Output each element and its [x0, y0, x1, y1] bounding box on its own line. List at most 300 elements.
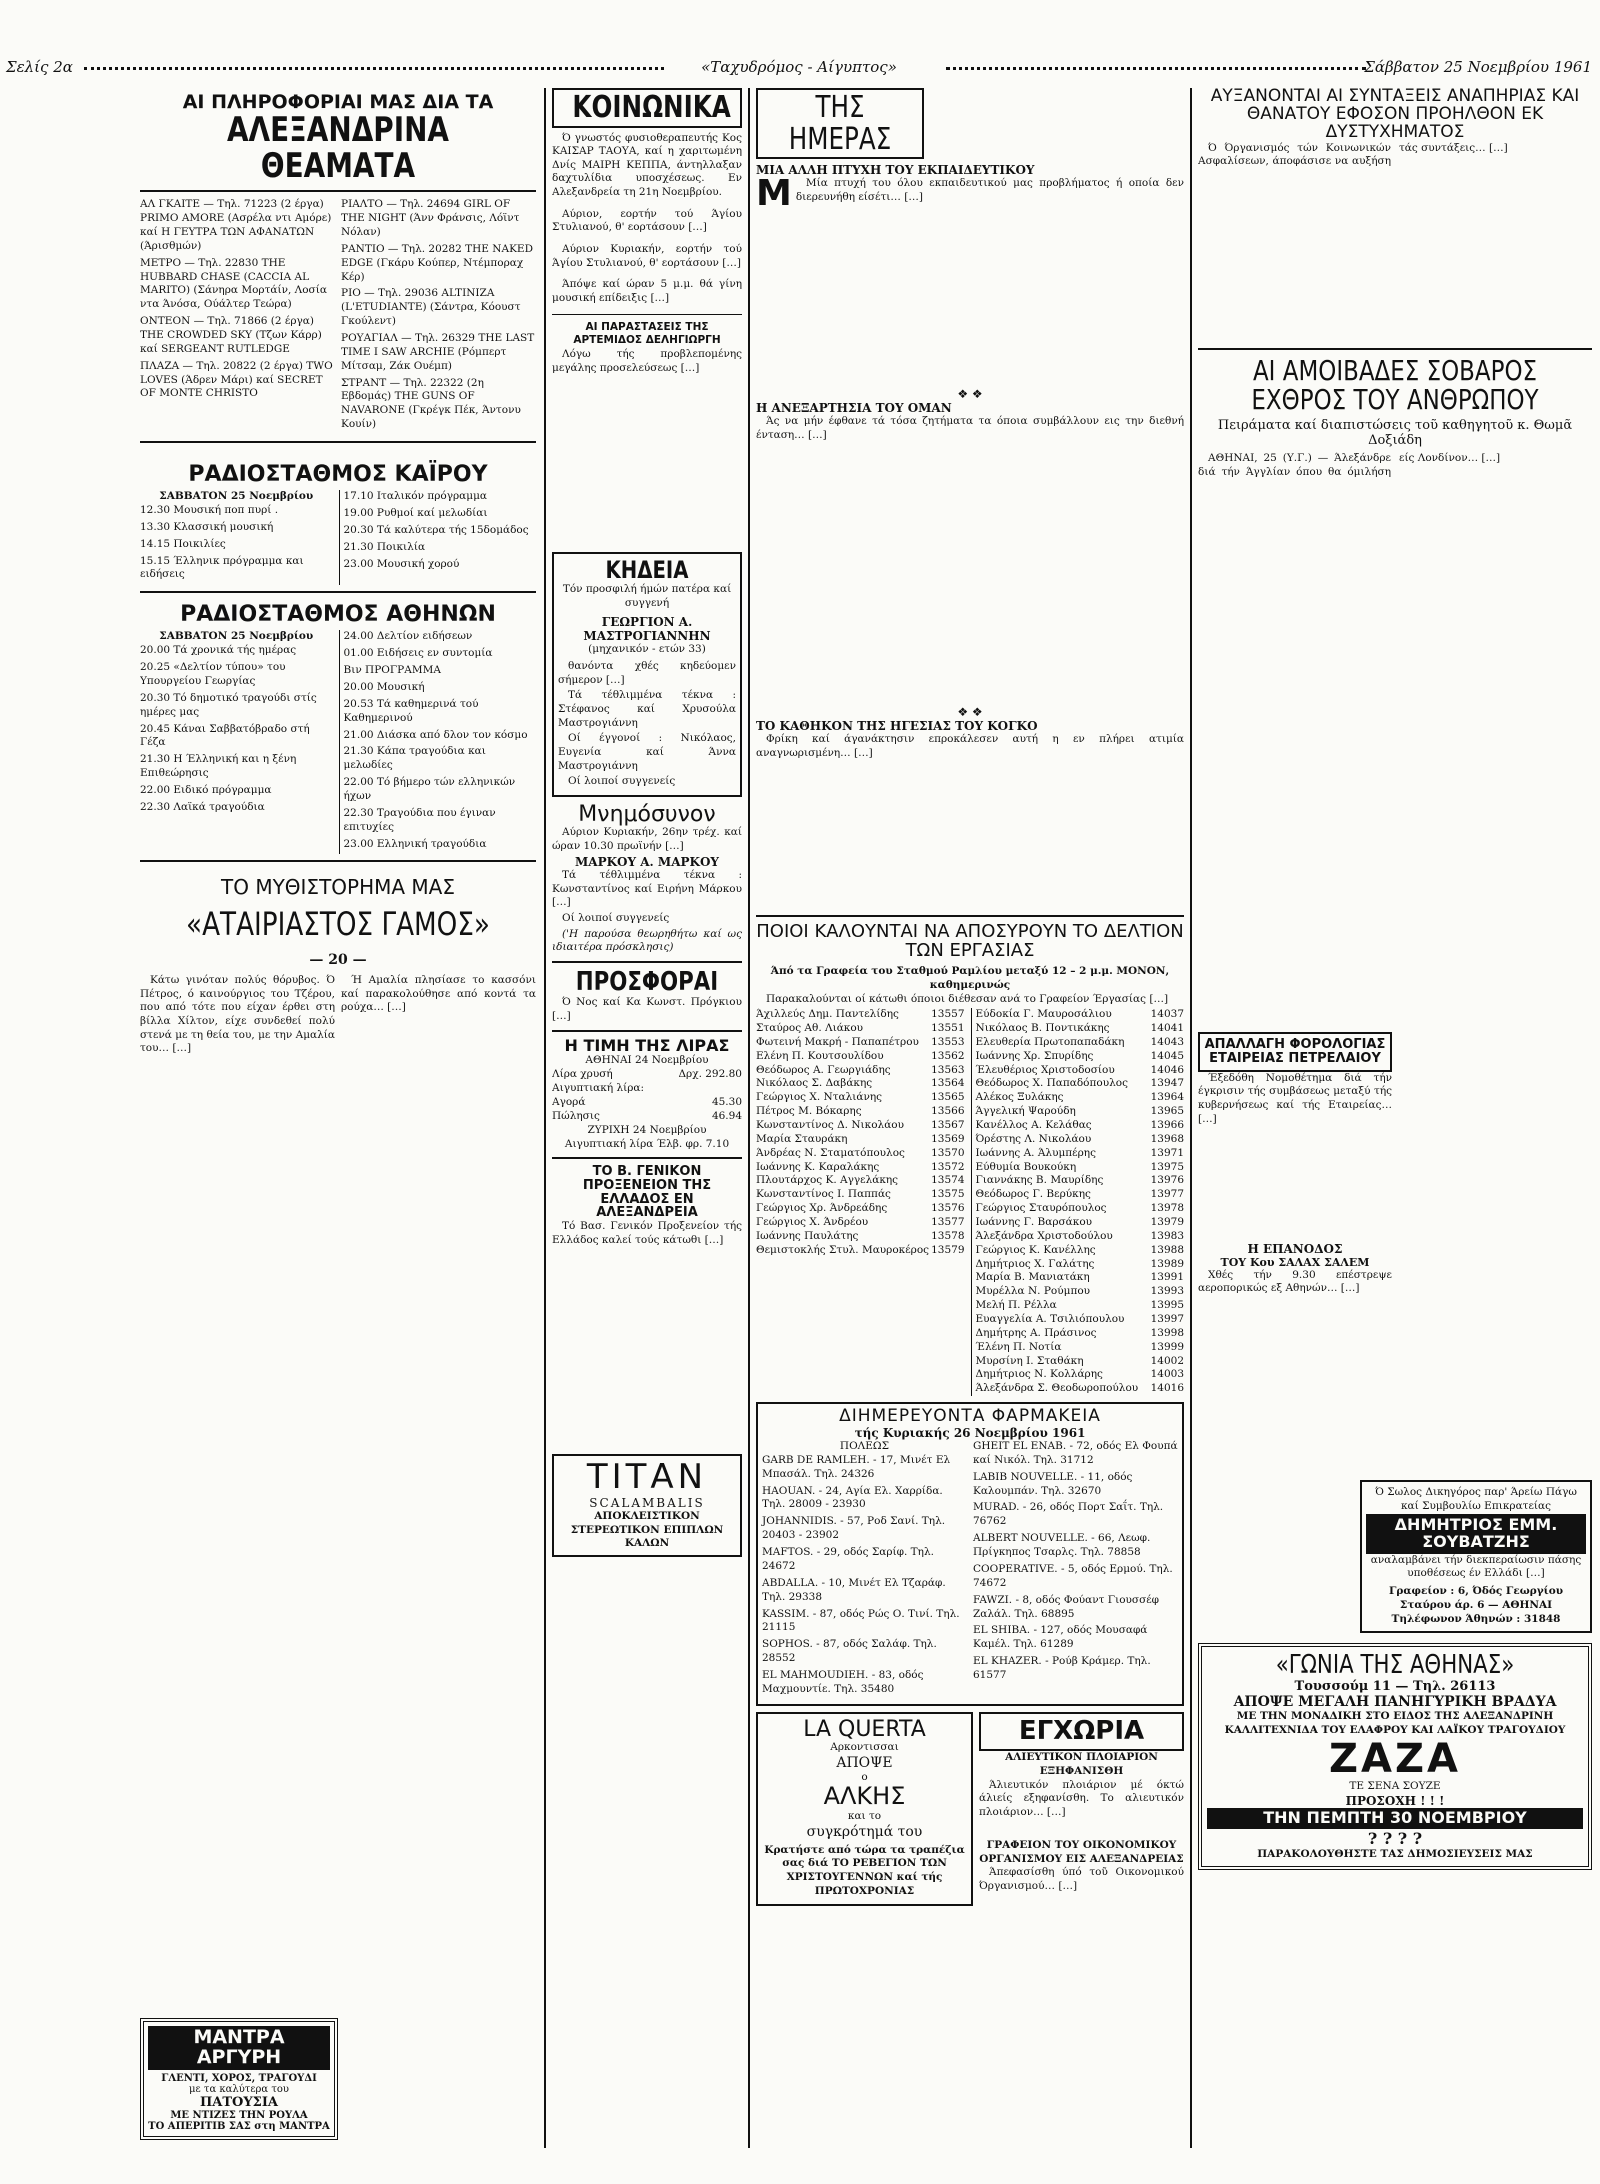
labor-name-value: 13563: [931, 1063, 965, 1076]
local-news-subtitle-2: ΓΡΑΦΕΙΟΝ ΤΟΥ ΟΙΚΟΝΟΜΙΚΟΥ ΟΡΓΑΝΙΣΜΟΥ ΕΙΣ ΑΛΕΞΑΝΔΡΕΙΑΣ: [979, 1838, 1184, 1865]
labor-name: [756, 1008, 965, 1022]
labor-call-list-left: [756, 1008, 965, 1396]
labor-name: [756, 1077, 965, 1091]
lawyer-name: ΔΗΜΗΤΡΙΟΣ ΕΜΜ. ΣΟΥΒΑΤΖΗΣ: [1366, 1514, 1586, 1554]
querta-ad: [756, 1712, 973, 1907]
labor-name-label: Ελένη Π. Κουτσουλίδου: [756, 1049, 884, 1062]
pharmacy-entry: MURAD. - 26, οδός Πορτ Σαΐτ. Τηλ. 76762: [973, 1501, 1164, 1528]
titan-brand: SCALAMBALIS: [589, 1495, 705, 1510]
querta-performer: ΑΛΚΗΣ: [823, 1782, 906, 1811]
mantra-title: ΜΑΝΤΡΑ ΑΡΓΥΡΗ: [148, 2026, 330, 2070]
labor-name-value: 13993: [1150, 1285, 1184, 1298]
labor-name: [976, 1368, 1185, 1382]
labor-name-value: 13575: [931, 1188, 965, 1201]
labor-name: [976, 1258, 1185, 1272]
amoeba-text-continued: [1398, 1032, 1592, 1472]
mantra-line-3: ΠΑΤΟΥΣΙΑ: [200, 2094, 278, 2110]
labor-name: [756, 1174, 965, 1188]
offers-text: Ό Νος καί Κα Κωνστ. Πρόγκιου […]: [552, 996, 742, 1022]
labor-name: [756, 1133, 965, 1147]
labor-name-label: Ευαγγελία Α. Τσιλιόπουλου: [975, 1313, 1125, 1326]
labor-name-label: Ιωάννης Παυλάτης: [756, 1229, 859, 1242]
labor-name-label: Μαρία Σταυράκη: [756, 1132, 848, 1145]
labor-name-value: 13947: [1150, 1077, 1184, 1090]
labor-name-label: Άγγελική Ψαρούδη: [975, 1105, 1076, 1118]
labor-name: [976, 1216, 1185, 1230]
radio-entry: 22.30 Λαϊκά τραγούδια: [140, 800, 265, 813]
labor-name: [976, 1313, 1185, 1327]
labor-name-label: Κωνσταντίνος Ι. Παππάς: [756, 1188, 891, 1201]
pharmacy-entry: SOPHOS. - 87, οδός Σαλάφ. Τηλ. 28552: [762, 1638, 937, 1665]
lira-athens: ΑΘΗΝΑΙ 24 Νοεμβρίου: [585, 1054, 709, 1067]
labor-name-label: Ιωάννης Κ. Καραλάκης: [756, 1160, 880, 1173]
labor-name: [976, 1147, 1185, 1161]
labor-name-label: Γεώργιος Σταυρόπουλος: [975, 1202, 1107, 1215]
radio-entry: 20.30 Τό δημοτικό τραγούδι στίς ημέρες μας: [140, 691, 317, 718]
pharmacy-entry: COOPERATIVE. - 5, οδός Ερμού. Τηλ. 74672: [973, 1562, 1173, 1589]
lira-rate-label: Αιγυπτιακή λίρα:: [552, 1082, 645, 1095]
labor-name-value: 13983: [1150, 1229, 1184, 1242]
cinema-list-left: [140, 198, 335, 435]
labor-name-label: Ιωάννης Χρ. Σπυρίδης: [975, 1049, 1094, 1062]
labor-name-label: Θεόδωρος Χ. Παπαδόπουλος: [975, 1077, 1128, 1090]
column-rule: [1190, 88, 1192, 2148]
local-news-subtitle: ΑΛΙΕΥΤΙΚΟΝ ΠΛΟΙΑΡΙΟΝ ΕΞΗΦΑΝΙΣΘΗ: [1005, 1750, 1158, 1777]
labor-call-subtitle: Άπό τα Γραφεία του Σταθμού Ραμλίου μεταξύ 12 – 2 μ.μ. ΜΟΝΟΝ, καθημερινώς: [770, 964, 1170, 991]
radio-entry: 13.30 Κλασσική μουσική: [140, 520, 274, 533]
amoeba-title-1: ΑΙ ΑΜΟΙΒΑΔΕΣ ΣΟΒΑΡΟΣ: [1252, 353, 1538, 387]
return-title-1: Η ΕΠΑΝΟΔΟΣ: [1247, 1241, 1343, 1256]
amoeba-subtitle: Πειράματα καί διαπιστώσεις τοῦ καθηγητοῦ κ. Θωμᾶ Δοξιάδη: [1217, 418, 1573, 449]
cinema-entry: ΠΛΑΖΑ — Τηλ. 20822 (2 έργα) TWO LOVES (Άδρεν Μάρι) καί SECRET OF MONTE CHRISTO: [140, 359, 333, 400]
labor-name: [976, 1077, 1185, 1091]
mantra-line-1: ΓΛΕΝΤΙ, ΧΟΡΟΣ, ΤΡΑΓΟΥΔΙ: [161, 2072, 317, 2084]
radio-entry: 21.30 Κάπα τραγούδια και μελωδίες: [343, 745, 486, 772]
labor-call-text: Παρακαλούνται οί κάτωθι όποιοι διέθεσαν ανά το Γραφείον Έργασίας […]: [766, 992, 1169, 1005]
consulate-text: Τό Βασ. Γενικόν Προξενείον τής Ελλάδος καλεί τούς κάτωθι […]: [552, 1219, 742, 1246]
labor-name-label: Θεόδωρος Γ. Βερύκης: [975, 1188, 1091, 1201]
lira-zurich: ΖΥΡΙΧΗ 24 Νοεμβρίου: [587, 1123, 707, 1136]
labor-name: [976, 1271, 1185, 1285]
cinema-entry: ΡΙΟ — Τηλ. 29036 ALTINIZA (L'ETUDIANTE) (Σάντρα, Κόουστ Γκούλεντ): [341, 287, 521, 328]
labor-name-label: Ελευθερία Πρωτοπαπαδάκη: [975, 1035, 1125, 1048]
oil-tax-title: ΑΠΑΛΛΑΓΗ ΦΟΡΟΛΟΓΙΑΣ ΕΤΑΙΡΕΙΑΣ ΠΕΤΡΕΛΑΙΟΥ: [1198, 1032, 1392, 1071]
pharmacy-entry: LABIB NOUVELLE. - 11, οδός Καλουμπάν. Τηλ. 32670: [973, 1470, 1133, 1497]
cinema-entry: ΡΙΑΛΤΟ — Τηλ. 24694 GIRL OF THE NIGHT (Άνν Φράνσις, Λόϊντ Νόλαν): [341, 198, 520, 238]
labor-name: [756, 1202, 965, 1216]
social-item: Αύριον Κυριακήν, εορτήν τού Άγίου Στυλιανού, θ' εορτάσουν […]: [552, 242, 742, 269]
gonia-star: ΖΑΖΑ: [1329, 1735, 1461, 1782]
pharmacies-city-label: ΠΟΛΕΩΣ: [839, 1440, 890, 1453]
pharmacy-entry: MAFTOS. - 29, οδός Σαρίφ. Τηλ. 24672: [762, 1546, 934, 1572]
cinema-entry: ΡΑΝΤΙΟ — Τηλ. 20282 THE NAKED EDGE (Γκάρυ Κούπερ, Ντέμποραχ Κέρ): [341, 242, 533, 283]
labor-name-value: 13578: [931, 1229, 965, 1242]
labor-name: [756, 1105, 965, 1119]
labor-call-lists: [756, 1008, 1184, 1396]
labor-name: [976, 1161, 1185, 1175]
labor-name: [976, 1244, 1185, 1258]
local-news: [979, 1712, 1184, 1907]
labor-name-value: 13564: [931, 1077, 965, 1090]
page-number: Σελίς 2α: [6, 58, 73, 76]
labor-name-value: 14037: [1150, 1008, 1184, 1021]
labor-name: [756, 1022, 965, 1036]
labor-name: [756, 1119, 965, 1133]
radio-entry: 14.15 Ποικιλίες: [140, 537, 226, 550]
local-news-text: Άλιευτικόν πλοιάριον μέ όκτώ άλιείς εξηφανίσθη. Το αλιευτικόν πλοιάριον… […]: [979, 1778, 1184, 1818]
column-3: ΤΗΣ ΗΜΕΡΑΣ ΜΙΑ ΑΛΛΗ ΠΤΥΧΗ ΤΟΥ ΕΚΠΑΙΔΕΥΤΙΚΟΥ Μ Μία πτυχή του όλου εκπαιδευτικού μας προβλήματος ή οποία δεν διερευνήθη είσέτι… […] ❖ ❖ Η ΑΝΕΞΑΡΤΗΣΙΑ ΤΟΥ ΟΜΑΝ Άς να μήν έφθανε τά τόσα ζητήματα τα όποια συμβάλλουν εις την διεθνή ένταση… […] ❖ ❖ ΤΟ ΚΑΘΗΚΟΝ ΤΗΣ ΗΓΕΣΙΑΣ ΤΟΥ ΚΟΓΚΟ Φρίκη καί άγανάκτησιν επροκάλεσεν αυτή η εν πλήρει ατιμία αναγνωρισμένη… […] ΠΟΙΟΙ ΚΑΛΟΥΝΤΑΙ ΝΑ ΑΠΟΣΥΡΟΥΝ ΤΟ ΔΕΛΤΙΟΝ ΤΩΝ ΕΡΓΑΣΙΑΣ Άπό τα Γραφεία του Σταθμού Ραμλίου μεταξύ 12 – 2 μ.μ. ΜΟΝΟΝ, καθημερινώς Παρακαλούνται οί κάτωθι όποιοι διέθεσαν ανά το Γραφείον Έργασίας […] Άχιλλεύς Δημ. Παντελίδης 13557 Σταύρος Αθ. Λιάκου 13551 Φωτεινή Μακρή - Παπαπέτρου 13553 Ελένη Π. Κουτσουλίδου 13562 Θεόδωρος Α. Γεωργιάδης 13563 Νικόλαος Σ. Δαβάκης 13564 Γεώργιος Χ. Νταλιάνης 13565 Πέτρος Μ. Βόκαρης 13566 Κωνσταντίνος Δ. Νικολάου 13567 Μαρία Σταυράκη 13569 Άνδρέας Ν. Σταματόπουλος 13570 Ιωάννης Κ. Καραλάκης 13572 Πλουτάρχος Κ. Αγγελάκης 13574 Κωνσταντίνος Ι. Παππάς 13575 Γεώργιος Χρ. Άνδρεάδης 13576 Γεώργιος Χ. Άνδρέου 13577 Ιωάννης Παυλάτης 13578 Θεμιστοκλής Στυλ. Μαυροκέρος 13579 Εύδοκία Γ. Μαυροσάλιου 14037 Νικόλαος Β. Ποντικάκης 14041 Ελευθερία Πρωτοπαπαδάκη 14043 Ιωάννης Χρ. Σπυρίδης 14045 Έλευθέριος Χριστοδοσίου 14046 Θεόδωρος Χ. Παπαδόπουλος 13947 Αλέκος Ξυλάκης 13964 Άγγελική Ψαρούδη 13965 Κανέλλος Α. Κελάθας 13966 Όρέστης Λ. Νικολάου 13968 Ιωάννης Α. Άλυμπέρης 13971 Εύθυμία Βουκούκη 13975 Γιαννάκης Β. Μαυρίδης 13976 Θεόδωρος Γ. Βερύκης 13977 Γεώργιος Σταυρόπουλος 13978 Ιωάννης Γ. Βαρσάκου 13979 Άλεξάνδρα Χριστοδούλου 13983 Γεώργιος Κ. Κανέλλης 13988 Δημήτριος Χ. Γαλάτης 13989 Μαρία Β. Μανιατάκη 13991 Μυρέλλα Ν. Ρούμπου 13993 Μελή Π. Ρέλλα 13995 Ευαγγελία Α. Τσιλιόπουλου 13997 Δημήτρης Α. Πράσινος 13998 Έλένη Π. Νοτία 13999 Μυρσίνη Ι. Σταθάκη 14002 Δημήτριος Ν. Κολλάρης 14003 Άλεξάνδρα Σ. Θεοδωροπούλου 14016 ΔΙΗΜΕΡΕΥΟΝΤΑ ΦΑΡΜΑΚΕΙΑ τής Κυριακής 26 Νοεμβρίου 1961 ΠΟΛΕΩΣ GARB DE RAMLEH. - 17, Μινέτ Ελ Μπασάλ. Τηλ. 24326 HAOUAN. - 24, Αγία Ελ. Χαρρίδα. Τηλ. 28009 - 23930 JOHANNIDIS. - 57, Ροδ Σανί. Τηλ. 20403 - 23902 MAFTOS. - 29, οδός Σαρίφ. Τηλ. 24672 ABDALLA. - 10, Μινέτ Ελ Τζαράφ. Τηλ. 29338 KASSIM. - 87, οδός Ρώς Ο. Τινί. Τηλ. 21115 SOPHOS. - 87, οδός Σαλάφ. Τηλ. 28552 EL MAHMOUDIEH. - 83, οδός Μαχμουντίε. Τηλ. 35480 GHEIT EL ENAB. - 72, οδός Ελ Φουπά καί Νικόλ. Τηλ. 31712 LABIB NOUVELLE. - 11, οδός Καλουμπάν. Τηλ. 32670 MURAD. - 26, οδός Πορτ Σαΐτ. Τηλ. 76762 ALBERT NOUVELLE. - 66, Λεωφ. Πρίγκηπος Τσαρλς. Τηλ. 78858 COOPERATIVE. - 5, οδός Ερμού. Τηλ. 74672 FAWZI. - 8, οδός Φούαντ Γιουσσέφ Ζαλάλ. Τηλ. 68895 EL SHIBA. - 127, οδός Μουσαφά Καμέλ. Τηλ. 61289 EL KHAZER. - Ρούβ Κράμερ. Τηλ. 61577 LA QUERTA Αρκοντισσαι ΑΠΟΨΕ ο ΑΛΚΗΣ και το συγκρότημά του Κρατήστε από τώρα τα τραπέζια σας διά ΤΟ ΡΕΒΕΓΙΟΝ ΤΩΝ ΧΡΙΣΤΟΥΓΕΝΝΩΝ καί τής ΠΡΩΤΟΧΡΟΝΙΑΣ ΕΓΧΩΡΙΑ ΑΛΙΕΥΤΙΚΟΝ ΠΛΟΙΑΡΙΟΝ ΕΞΗΦΑΝΙΣΘΗ Άλιευτικόν πλοιάριον μέ όκτώ άλιείς εξηφανίσθη. Το αλιευτικόν πλοιάριον… […] ΓΡΑΦΕΙΟΝ ΤΟΥ ΟΙΚΟΝΟΜΙΚΟΥ ΟΡΓΑΝΙΣΜΟΥ ΕΙΣ ΑΛΕΞΑΝΔΡΕΙΑΣ Άπεφασίσθη ύπό τοῦ Οικονομικού Όργανισμού… […]: [756, 88, 1184, 2148]
labor-name: [976, 1008, 1185, 1022]
lira-rate-label: Πώλησις: [552, 1109, 600, 1122]
labor-name-value: 13989: [1150, 1257, 1184, 1270]
radio-entry: 20.25 «Δελτίον τύπου» του Υπουργείου Γεωργίας: [140, 661, 286, 687]
lira-rate-value: Δρχ. 292.80: [678, 1068, 742, 1081]
lira-rate: [552, 1096, 742, 1110]
return-text: Χθές τήν 9.30 επέστρεψε αεροπορικώς εξ Αθηνών… […]: [1198, 1268, 1392, 1295]
labor-name-value: 13551: [931, 1022, 965, 1034]
social-item: Αύριον, εορτήν τού Άγίου Στυλιανού, θ' εορτάσουν […]: [552, 207, 742, 234]
lira-zurich-rate: Αιγυπτιακή λίρα Έλβ. φρ. 7.10: [564, 1137, 730, 1150]
daily-title-box: [756, 88, 924, 159]
social-items: [552, 132, 742, 306]
radio-entry: 19.00 Ρυθμοί καί μελωδίαι: [343, 506, 488, 519]
titan-title: ΤΙΤΑΝ: [586, 1456, 708, 1497]
cinema-entry: ΡΟΥΑΓΙΑΛ — Τηλ. 26329 THE LAST TIME I SAW ARCHIE (Ρόμπερτ Μίτσαμ, Ζάκ Ουέμπ): [341, 332, 535, 372]
shows-text: Λόγω τής προβλεπομένης μεγάλης προσελεύσεως […]: [552, 348, 742, 374]
labor-name: [756, 1050, 965, 1064]
column-1: [140, 88, 536, 2148]
pharmacy-entry: GARB DE RAMLEH. - 17, Μινέτ Ελ Μπασάλ. Τηλ. 24326: [762, 1453, 951, 1480]
labor-name-value: 13565: [931, 1091, 965, 1104]
labor-name-label: Μυρέλλα Ν. Ρούμπου: [975, 1285, 1091, 1298]
labor-name: [756, 1161, 965, 1175]
labor-call-list-right: [971, 1008, 1185, 1396]
labor-name: [976, 1341, 1185, 1355]
labor-name-label: Δημήτριος Ν. Κολλάρης: [975, 1368, 1103, 1381]
labor-name-value: 13979: [1150, 1216, 1184, 1229]
querta-sub: Αρκοντισσαι: [830, 1740, 899, 1753]
labor-name-label: Πέτρος Μ. Βόκαρης: [756, 1105, 862, 1118]
labor-name: [976, 1091, 1185, 1105]
labor-name-label: Δημήτριος Χ. Γαλάτης: [975, 1257, 1095, 1270]
labor-name-label: Εύθυμία Βουκούκη: [975, 1160, 1077, 1173]
labor-name-label: Θεμιστοκλής Στυλ. Μαυροκέρος: [756, 1243, 930, 1256]
labor-name-label: Σταύρος Αθ. Λιάκου: [756, 1022, 864, 1034]
querta-note: Κρατήστε από τώρα τα τραπέζια σας διά ΤΟ ΡΕΒΕΓΙΟΝ ΤΩΝ ΧΡΙΣΤΟΥΓΕΝΝΩΝ καί τής ΠΡΩΤΟΧΡΟΝΙΑΣ: [764, 1843, 965, 1898]
labor-name-label: Έλευθέριος Χριστοδοσίου: [975, 1063, 1115, 1076]
page-header: [6, 56, 1592, 80]
labor-name-value: 14003: [1150, 1368, 1184, 1381]
querta-title: LA QUERTA: [803, 1716, 926, 1742]
labor-name-label: Άλεξάνδρα Χριστοδούλου: [975, 1229, 1113, 1242]
shows-title: ΑΙ ΠΑΡΑΣΤΑΣΕΙΣ ΤΗΣ ΑΡΤΕΜΙΔΟΣ ΔΕΛΗΓΙΩΡΓΗ: [573, 320, 721, 347]
radio-athens-left: [140, 644, 333, 814]
novel-text-b: Ή Αμαλία πλησίασε το κασσόνι καί παρακολούθησε από κοντά τα ρούχα… […]: [341, 973, 536, 1014]
labor-name-label: Άλεξάνδρα Σ. Θεοδωροπούλου: [975, 1382, 1139, 1395]
labor-name-label: Αλέκος Ξυλάκης: [975, 1091, 1064, 1104]
labor-name-value: 13988: [1150, 1243, 1184, 1256]
mantra-ad: [140, 2018, 338, 2140]
lira-rate: [552, 1110, 742, 1124]
labor-name: [976, 1355, 1185, 1369]
funeral-intro: Τόν προσφιλή ήμών πατέρα καί συγγενή: [562, 583, 732, 610]
labor-name-label: Πλουτάρχος Κ. Αγγελάκης: [756, 1174, 899, 1187]
pharmacy-entry: GHEIT EL ENAB. - 72, οδός Ελ Φουπά καί Νικόλ. Τηλ. 31712: [973, 1440, 1178, 1466]
labor-name: [756, 1091, 965, 1105]
labor-name-label: Γεώργιος Χρ. Άνδρεάδης: [756, 1202, 888, 1215]
cinema-entry: ΜΕΤΡΟ — Τηλ. 22830 THE HUBBARD CHASE (CACCIA AL MARITO) (Σάνηρα Μορτάίν, Λοσία ντα Άνόσα, Ούάλτερ Τεώρα): [140, 256, 327, 311]
radio-entry: 21.00 Διάσκα από δλον τον κόσμο: [343, 728, 528, 741]
radio-cairo-right: [339, 490, 537, 585]
gonia-attention: ΠΡΟΣΟΧΗ ! ! !: [1345, 1793, 1445, 1808]
funeral-role: (μηχανικόν - ετών 33): [588, 643, 706, 656]
labor-name-value: 13570: [931, 1146, 965, 1159]
labor-name: [756, 1147, 965, 1161]
lawyer-ad: [1360, 1480, 1592, 1633]
labor-name: [976, 1174, 1185, 1188]
novel-title: «ΑΤΑΙΡΙΑΣΤΟΣ ΓΑΜΟΣ»: [186, 905, 490, 944]
social-title-box: [552, 88, 742, 128]
labor-name-value: 13976: [1150, 1174, 1184, 1187]
labor-name-label: Μαρία Β. Μανιατάκη: [975, 1271, 1090, 1284]
radio-entry: Βιν ΠΡΟΓΡΑΜΜΑ: [343, 664, 441, 677]
column-rule: [748, 88, 750, 2148]
col4-lower: [1198, 1032, 1592, 1472]
gonia-address: Τουσσούμ 11 — Τηλ. 26113: [1294, 1679, 1496, 1695]
gonia-more: ? ? ? ?: [1367, 1828, 1423, 1848]
amoeba-title-2: ΕΧΘΡΟΣ ΤΟΥ ΑΝΘΡΩΠΟΥ: [1251, 382, 1539, 416]
pharmacy-entry: HAOUAN. - 24, Αγία Ελ. Χαρρίδα. Τηλ. 28009 - 23930: [762, 1484, 943, 1511]
mantra-line-4: ΜΕ ΝΤΙΖΕΣ ΤΗΝ ΡΟΥΛΑ: [170, 2109, 308, 2121]
radio-entry: 20.30 Τά καλύτερα τής 15δομάδος: [343, 523, 529, 536]
ornament: ❖ ❖: [957, 705, 983, 719]
gonia-date: ΤΗΝ ΠΕΜΠΤΗ 30 ΝΟΕΜΒΡΙΟΥ: [1207, 1808, 1583, 1829]
labor-name-value: 13975: [1150, 1160, 1184, 1173]
radio-cairo-day: ΣΑΒΒΑΤΟΝ 25 Νοεμβρίου: [159, 490, 314, 503]
article-oman-title: Η ΑΝΕΞΑΡΤΗΣΙΑ ΤΟΥ ΟΜΑΝ: [756, 401, 952, 415]
novel-text-a: Κάτω γινόταν πολύς θόρυβος. Ό Πέτρος, ό καινούργιος του Τζέρου, που από τότε που είχαν έρθει στη βίλλα Χίλτον, είχε συνδεθεί πολύ στενά με τη θεία του, με την Αμαλία του… […]: [140, 973, 335, 1055]
ornament: ❖ ❖: [957, 387, 983, 401]
radio-entry: 12.30 Μουσική ποπ πυρί .: [140, 503, 279, 516]
pharmacy-entry: ALBERT NOUVELLE. - 66, Λεωφ. Πρίγκηπος Τσαρλς. Τηλ. 78858: [973, 1532, 1151, 1559]
labor-name-label: Κωνσταντίνος Δ. Νικολάου: [756, 1119, 904, 1132]
labor-name-label: Θεόδωρος Α. Γεωργιάδης: [756, 1063, 891, 1076]
labor-name: [976, 1105, 1185, 1119]
lawyer-text: αναλαμβάνει τήν διεκπεραίωσιν πάσης υποθέσεως έν Ελλάδι […]: [1370, 1553, 1582, 1580]
cinema-heading: ΑΙ ΠΛΗΡΟΦΟΡΙΑΙ ΜΑΣ ΔΙΑ ΤΑ: [182, 91, 494, 113]
labor-name-value: 13557: [931, 1008, 965, 1021]
labor-name-value: 13999: [1150, 1340, 1184, 1353]
radio-entry: 22.00 Ειδικό πρόγραμμα: [140, 783, 272, 796]
labor-name-label: Εύδοκία Γ. Μαυροσάλιου: [975, 1008, 1112, 1021]
bottom-ads: [756, 1712, 1184, 1907]
labor-name-label: Γεώργιος Κ. Κανέλλης: [975, 1243, 1096, 1256]
article-congo-title: ΤΟ ΚΑΘΗΚΟΝ ΤΗΣ ΗΓΕΣΙΑΣ ΤΟΥ ΚΟΓΚΟ: [756, 719, 1038, 733]
labor-name-value: 13995: [1150, 1299, 1184, 1312]
lira-rate-value: 45.30: [711, 1095, 742, 1108]
cinema-title: ΑΛΕΞΑΝΔΡΙΝΑ ΘΕΑΜΑΤΑ: [226, 109, 450, 186]
radio-athens-day: ΣΑΒΒΑΤΟΝ 25 Νοεμβρίου: [159, 630, 314, 643]
labor-name-label: Ιωάννης Γ. Βαρσάκου: [975, 1216, 1093, 1229]
labor-name: [976, 1188, 1185, 1202]
labor-name-value: 13965: [1150, 1105, 1184, 1118]
article-oman-text: Άς να μήν έφθανε τά τόσα ζητήματα τα όποια συμβάλλουν εις την διεθνή ένταση… […]: [756, 415, 1184, 441]
labor-name-value: 13567: [931, 1119, 965, 1132]
mantra-line-5: ΤΟ ΑΠΕΡΙΤΙΒ ΣΑΣ στη ΜΑΝΤΡΑ: [148, 2120, 330, 2132]
article-education-text: Μία πτυχή του όλου εκπαιδευτικού μας προβλήματος ή οποία δεν διερευνήθη είσέτι… […]: [795, 177, 1184, 203]
labor-name-value: 13553: [931, 1035, 965, 1048]
gonia-title: «ΓΩΝΙΑ ΤΗΣ ΑΘΗΝΑΣ»: [1275, 1649, 1515, 1680]
pharmacy-entry: JOHANNIDIS. - 57, Ροδ Σανί. Τηλ. 20403 - 23902: [762, 1515, 946, 1542]
labor-name: [976, 1202, 1185, 1216]
pharmacy-entry: EL MAHMOUDIEH. - 83, οδός Μαχμουντίε. Τηλ. 35480: [762, 1668, 924, 1695]
labor-name-value: 13579: [931, 1243, 965, 1256]
radio-entry: 21.30 Η Έλληνική και η ξένη Επιθεώρησις: [140, 753, 297, 780]
labor-name-label: Γεώργιος Χ. Άνδρέου: [756, 1216, 869, 1229]
labor-name: [976, 1285, 1185, 1299]
labor-name-value: 13991: [1150, 1271, 1184, 1284]
lira-rates: [552, 1068, 742, 1123]
funeral-notice: [552, 552, 742, 797]
labor-name-label: Έλένη Π. Νοτία: [975, 1340, 1062, 1353]
offers-title: ΠΡΟΣΦΟΡΑΙ: [575, 967, 719, 998]
cinema-entry: ΟΝΤΕΟΝ — Τηλ. 71866 (2 έργα) THE CROWDED SKY (Τζων Κάρρ) καί SERGEANT RUTLEDGE: [140, 315, 322, 355]
labor-name-value: 14002: [1150, 1354, 1184, 1367]
labor-name-value: 13562: [931, 1049, 965, 1062]
labor-name-value: 13997: [1150, 1313, 1184, 1326]
funeral-title: ΚΗΔΕΙΑ: [605, 556, 689, 585]
labor-name-value: 13978: [1150, 1202, 1184, 1215]
labor-name-value: 13576: [931, 1202, 965, 1215]
issue-date: Σάββατον 25 Νοεμβρίου 1961: [1364, 58, 1592, 76]
labor-name-label: Γεώργιος Χ. Νταλιάνης: [756, 1091, 883, 1104]
amoeba-text: ΑΘΗΝΑΙ, 25 (Υ.Γ.) — Άλεξάνδρε διά τήν Άγγλίαν όπου θα όμιλήση είς Λονδίνον… […]: [1198, 452, 1501, 478]
novel-kicker: ΤΟ ΜΥΘΙΣΤΟΡΗΜΑ ΜΑΣ: [221, 875, 455, 900]
querta-with: ο: [861, 1770, 868, 1783]
labor-name-label: Δημήτρης Α. Πράσινος: [975, 1326, 1097, 1339]
daily-title: ΤΗΣ ΗΜΕΡΑΣ: [788, 90, 892, 157]
labor-name-value: 14045: [1150, 1049, 1184, 1062]
labor-name-label: Όρέστης Λ. Νικολάου: [975, 1132, 1092, 1145]
gonia-star-sub: ΤΕ ΣΕΝΑ ΣΟΥΖΕ: [1349, 1779, 1441, 1792]
gonia-ad: [1198, 1643, 1592, 1871]
labor-name: [976, 1133, 1185, 1147]
header-rule-right: [946, 67, 1366, 70]
radio-entry: 21.30 Ποικιλία: [343, 540, 426, 553]
labor-name-value: 14046: [1150, 1063, 1184, 1076]
labor-name: [976, 1022, 1185, 1036]
funeral-text: θανόντα χθές κηδεύομεν σήμερον […]: [558, 660, 736, 686]
labor-name: [756, 1216, 965, 1230]
cinema-entry: ΑΛ ΓΚΑΙΤΕ — Τηλ. 71223 (2 έργα) PRIMO AMORE (Ασρέλα ντι Αμόρε) καί Η ΓΕΥΤΡΑ ΤΩΝ ΑΦΑΝΑΤΩΝ (Άρισθμών): [140, 198, 332, 252]
labor-name: [756, 1036, 965, 1050]
labor-name-value: 13566: [931, 1105, 965, 1118]
labor-name-label: Ιωάννης Α. Άλυμπέρης: [975, 1146, 1096, 1159]
article-congo-text: Φρίκη καί άγανάκτησιν επροκάλεσεν αυτή η εν πλήρει ατιμία αναγνωρισμένη… […]: [756, 733, 1184, 759]
lawyer-intro: Ό Σωλος Δικηγόρος παρ' Άρείω Πάγω καί Συμβουλίω Επικρατείας: [1375, 1486, 1577, 1513]
cinema-listings: [140, 198, 536, 435]
labor-name-label: Μελή Π. Ρέλλα: [975, 1299, 1057, 1312]
radio-entry: 20.00 Μουσική: [343, 680, 425, 693]
labor-name-label: Μυρσίνη Ι. Σταθάκη: [975, 1354, 1084, 1367]
lira-title: Η ΤΙΜΗ ΤΗΣ ΛΙΡΑΣ: [564, 1035, 730, 1055]
querta-tonight: ΑΠΟΨΕ: [836, 1754, 893, 1771]
pharmacy-entry: KASSIM. - 87, οδός Ρώς Ο. Τινί. Τηλ. 21115: [762, 1607, 960, 1634]
labor-name-label: Νικόλαος Σ. Δαβάκης: [756, 1077, 873, 1090]
radio-entry: 20.45 Κάναι Σαββατόβραδο στή Γέζα: [140, 722, 310, 749]
labor-name-value: 14041: [1150, 1022, 1184, 1034]
labor-name-label: Άνδρέας Ν. Σταματόπουλος: [756, 1146, 905, 1159]
lawyer-contact: Γραφείον : 6, Όδός Γεωργίου Σταύρου άρ. 6 — ΑΘΗΝΑΙ Τηλέφωνον Άθηνών : 31848: [1388, 1585, 1564, 1626]
labor-name-value: 14016: [1150, 1382, 1184, 1395]
pharmacies-list-left: [762, 1454, 967, 1697]
labor-name: [976, 1119, 1185, 1133]
pharmacies-date: τής Κυριακής 26 Νοεμβρίου 1961: [854, 1426, 1086, 1441]
memorial-text: Αύριον Κυριακήν, 26ην τρέχ. καί ώραν 10.30 πρωϊνήν […]: [552, 825, 742, 852]
labor-name: [976, 1299, 1185, 1313]
radio-entry: 01.00 Ειδήσεις εν συντομία: [343, 647, 493, 660]
local-news-title: ΕΓΧΩΡΙΑ: [979, 1712, 1184, 1751]
labor-name-value: 14043: [1150, 1035, 1184, 1048]
titan-ad: [552, 1454, 742, 1557]
labor-name-value: 13574: [931, 1174, 965, 1187]
labor-name-label: Άχιλλεύς Δημ. Παντελίδης: [756, 1008, 899, 1021]
labor-name-value: 13977: [1150, 1188, 1184, 1201]
radio-entry: 15.15 Έλληνικ πρόγραμμα και ειδήσεις: [140, 554, 304, 581]
pharmacies-list-right: [973, 1440, 1178, 1700]
social-title: ΚΟΙΝΩΝΙΚΑ: [572, 90, 731, 125]
column-2: [552, 88, 742, 2148]
labor-name: [976, 1050, 1185, 1064]
radio-entry: 20.53 Τά καθημερινά τού Καθημερινού: [343, 697, 479, 724]
pharmacies-box: [756, 1402, 1184, 1705]
labor-name-value: 13569: [931, 1132, 965, 1145]
querta-band: συγκρότημά του: [806, 1823, 923, 1840]
radio-entry: 23.00 Μουσική χορού: [343, 557, 460, 570]
radio-athens-title: ΡΑΔΙΟΣΤΑΘΜΟΣ ΑΘΗΝΩΝ: [180, 602, 496, 628]
memorial-note: ('Η παρούσα θεωρηθήτω καί ως ιδιαιτέρα πρόσκλησις): [552, 927, 742, 954]
gonia-tonight: ΑΠΟΨΕ ΜΕΓΑΛΗ ΠΑΝΗΓΥΡΙΚΗ ΒΡΑΔΥΑ: [1233, 1694, 1557, 1711]
labor-name-label: Γιαννάκης Β. Μαυρίδης: [975, 1174, 1104, 1187]
labor-name-label: Κανέλλος Α. Κελάθας: [975, 1119, 1092, 1132]
pensions-title: ΑΥΞΑΝΟΝΤΑΙ ΑΙ ΣΥΝΤΑΞΕΙΣ ΑΝΑΠΗΡΙΑΣ ΚΑΙ ΘΑΝΑΤΟΥ ΕΦΟΣΟΝ ΠΡΟΗΛΘΟΝ ΕΚ ΔΥΣΤΥΧΗΜΑΤΟΣ: [1210, 88, 1580, 142]
funeral-relatives: Οί έγγονοί : Νικόλαος, Ευγενία καί Άννα Μαστρογιάννη: [558, 732, 736, 772]
radio-cairo-title: ΡΑΔΙΟΣΤΑΘΜΟΣ ΚΑΪΡΟΥ: [188, 462, 488, 488]
labor-name-value: 13572: [931, 1160, 965, 1173]
mantra-line-2: με τα καλύτερα του: [189, 2083, 289, 2095]
social-item: Άπόψε καί ώραν 5 μ.μ. θά γίνη μουσική επίδειξις […]: [552, 278, 742, 304]
radio-entry: 22.30 Τραγούδια που έγιναν επιτυχίες: [343, 806, 496, 833]
radio-entry: 17.10 Ιταλικόν πρόγραμμα: [343, 490, 487, 503]
gonia-follow: ΠΑΡΑΚΟΛΟΥΘΗΣΤΕ ΤΑΣ ΔΗΜΟΣΙΕΥΣΕΙΣ ΜΑΣ: [1257, 1847, 1533, 1860]
labor-name: [976, 1064, 1185, 1078]
pharmacy-entry: EL SHIBA. - 127, οδός Μουσαφά Καμέλ. Τηλ. 61289: [973, 1624, 1148, 1651]
radio-entry: 20.00 Τά χρονικά τής ημέρας: [140, 644, 297, 657]
labor-name-value: 13577: [931, 1216, 965, 1229]
radio-entry: 23.00 Ελληνική τραγούδια: [343, 837, 487, 850]
pharmacy-entry: ABDALLA. - 10, Μινέτ Ελ Τζαράφ. Τηλ. 29338: [762, 1576, 946, 1603]
oil-tax-text: Έξεδόθη Νομοθέτημα διά τήν έγκρισιν τής συμβάσεως μεταξύ τής κυβερνήσεως καί τής Εταιρείας… […]: [1198, 1071, 1392, 1125]
labor-name: [976, 1382, 1185, 1396]
radio-entry: 22.00 Τό βήμερο τών ελληνικών ήχων: [343, 776, 516, 802]
radio-athens-right: [339, 630, 537, 854]
labor-name: [756, 1230, 965, 1244]
labor-name-value: 13964: [1150, 1091, 1184, 1104]
lira-rate: [552, 1082, 742, 1096]
article-education-title: ΜΙΑ ΑΛΛΗ ΠΤΥΧΗ ΤΟΥ ΕΚΠΑΙΔΕΥΤΙΚΟΥ: [756, 163, 1035, 177]
pharmacies-title: ΔΙΗΜΕΡΕΥΟΝΤΑ ΦΑΡΜΑΚΕΙΑ: [839, 1406, 1101, 1427]
cinema-list-right: [341, 198, 536, 435]
